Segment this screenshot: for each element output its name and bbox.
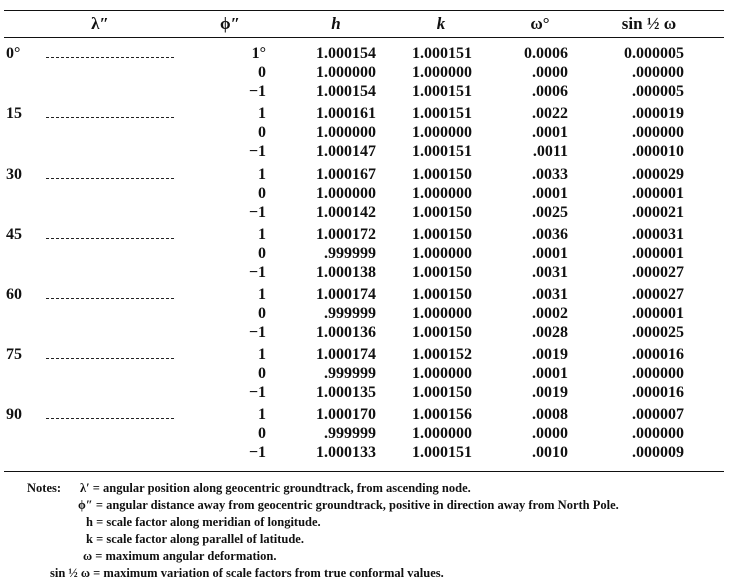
lambda-value: 75 [6, 346, 22, 363]
table-row [0, 166, 729, 185]
omega-cell: .0010 [532, 444, 568, 461]
omega-cell: .0001 [532, 365, 568, 382]
table-row [0, 204, 729, 223]
top-rule [4, 10, 724, 11]
sin-half-omega-cell: .000009 [632, 444, 684, 461]
row-group [0, 406, 729, 464]
h-cell: 1.000174 [316, 346, 376, 363]
h-cell: 1.000136 [316, 324, 376, 341]
h-cell: 1.000000 [316, 124, 376, 141]
sin-half-omega-cell: .000007 [632, 406, 684, 423]
sin-half-omega-cell: .000000 [632, 64, 684, 81]
header-omega: ω° [530, 14, 550, 33]
k-cell: 1.000151 [412, 45, 472, 62]
table-row [0, 346, 729, 365]
table-row [0, 45, 729, 64]
header-lambda: λ″ [91, 14, 109, 33]
sin-half-omega-cell: .000001 [632, 245, 684, 262]
k-cell: 1.000150 [412, 226, 472, 243]
k-cell: 1.000000 [412, 185, 472, 202]
h-cell: 1.000138 [316, 264, 376, 281]
k-cell: 1.000150 [412, 286, 472, 303]
omega-cell: .0011 [532, 143, 568, 160]
table-row [0, 406, 729, 425]
phi-cell: −1 [248, 444, 266, 461]
k-cell: 1.000150 [412, 204, 472, 221]
omega-cell: .0025 [532, 204, 568, 221]
note-phi: ϕ″ = angular distance away from geocentric groundtrack, positive in direction away from North Pole. [78, 498, 619, 512]
k-cell: 1.000151 [412, 105, 472, 122]
k-cell: 1.000150 [412, 264, 472, 281]
omega-cell: .0002 [532, 305, 568, 322]
h-cell: 1.000000 [316, 64, 376, 81]
table-row [0, 444, 729, 463]
omega-cell: .0019 [532, 346, 568, 363]
omega-cell: .0008 [532, 406, 568, 423]
phi-cell: −1 [248, 324, 266, 341]
phi-cell: −1 [248, 83, 266, 100]
phi-cell: 1 [258, 406, 266, 423]
phi-cell: 0 [258, 245, 266, 262]
sin-half-omega-cell: .000010 [632, 143, 684, 160]
header-k: k [436, 14, 446, 33]
k-cell: 1.000152 [412, 346, 472, 363]
h-cell: .999999 [324, 245, 376, 262]
note-sin-half-omega: sin ½ ω = maximum variation of scale factors from true conformal values. [50, 566, 444, 580]
phi-cell: 0 [258, 365, 266, 382]
sin-half-omega-cell: .000016 [632, 384, 684, 401]
phi-cell: 0 [258, 185, 266, 202]
sin-half-omega-cell: .000005 [632, 83, 684, 100]
sin-half-omega-cell: .000021 [632, 204, 684, 221]
k-cell: 1.000150 [412, 324, 472, 341]
table-row [0, 264, 729, 283]
row-group [0, 286, 729, 344]
h-cell: 1.000161 [316, 105, 376, 122]
phi-cell: 0 [258, 305, 266, 322]
k-cell: 1.000000 [412, 64, 472, 81]
lambda-value: 0° [6, 45, 21, 62]
h-cell: .999999 [324, 305, 376, 322]
bottom-rule [4, 471, 724, 472]
note-h: h = scale factor along meridian of longitude. [86, 515, 321, 529]
row-group [0, 105, 729, 163]
omega-cell: .0001 [532, 245, 568, 262]
h-cell: 1.000167 [316, 166, 376, 183]
h-cell: 1.000000 [316, 185, 376, 202]
k-cell: 1.000151 [412, 444, 472, 461]
phi-cell: −1 [248, 204, 266, 221]
k-cell: 1.000000 [412, 124, 472, 141]
phi-cell: 0 [258, 425, 266, 442]
omega-cell: .0000 [532, 425, 568, 442]
omega-cell: .0001 [532, 185, 568, 202]
h-cell: 1.000174 [316, 286, 376, 303]
lambda-value: 30 [6, 166, 22, 183]
k-cell: 1.000000 [412, 245, 472, 262]
phi-cell: −1 [248, 264, 266, 281]
omega-cell: .0036 [532, 226, 568, 243]
lambda-value: 60 [6, 286, 22, 303]
row-group [0, 226, 729, 284]
table-row [0, 143, 729, 162]
sin-half-omega-cell: .000000 [632, 365, 684, 382]
sin-half-omega-cell: .000019 [632, 105, 684, 122]
h-cell: 1.000172 [316, 226, 376, 243]
omega-cell: .0006 [532, 83, 568, 100]
sin-half-omega-cell: .000027 [632, 286, 684, 303]
h-cell: .999999 [324, 425, 376, 442]
note-k: k = scale factor along parallel of latitude. [86, 532, 304, 546]
table-row [0, 83, 729, 102]
table-row [0, 185, 729, 204]
note-lambda: λ′ = angular position along geocentric groundtrack, from ascending node. [80, 481, 471, 495]
sin-half-omega-cell: .000027 [632, 264, 684, 281]
table-row [0, 245, 729, 264]
table-row [0, 226, 729, 245]
k-cell: 1.000156 [412, 406, 472, 423]
lambda-value: 15 [6, 105, 22, 122]
k-cell: 1.000000 [412, 365, 472, 382]
omega-cell: .0000 [532, 64, 568, 81]
table-row [0, 425, 729, 444]
k-cell: 1.000150 [412, 384, 472, 401]
sin-half-omega-cell: .000025 [632, 324, 684, 341]
sin-half-omega-cell: .000016 [632, 346, 684, 363]
phi-cell: 0 [258, 124, 266, 141]
header-rule [4, 37, 724, 38]
sin-half-omega-cell: .000001 [632, 305, 684, 322]
omega-cell: .0031 [532, 286, 568, 303]
sin-half-omega-cell: .000000 [632, 425, 684, 442]
phi-cell: 1 [258, 346, 266, 363]
k-cell: 1.000151 [412, 83, 472, 100]
omega-cell: .0019 [532, 384, 568, 401]
h-cell: 1.000133 [316, 444, 376, 461]
phi-cell: 1° [251, 45, 266, 62]
phi-cell: 1 [258, 105, 266, 122]
header-phi: ϕ″ [220, 14, 240, 33]
omega-cell: 0.0006 [524, 45, 568, 62]
h-cell: 1.000135 [316, 384, 376, 401]
omega-cell: .0033 [532, 166, 568, 183]
lambda-value: 45 [6, 226, 22, 243]
h-cell: .999999 [324, 365, 376, 382]
phi-cell: 0 [258, 64, 266, 81]
table-row [0, 64, 729, 83]
omega-cell: .0001 [532, 124, 568, 141]
header-h: h [331, 14, 341, 33]
k-cell: 1.000000 [412, 425, 472, 442]
h-cell: 1.000142 [316, 204, 376, 221]
sin-half-omega-cell: .000001 [632, 185, 684, 202]
note-omega: ω = maximum angular deformation. [83, 549, 277, 563]
h-cell: 1.000154 [316, 45, 376, 62]
table-row [0, 105, 729, 124]
table-row [0, 286, 729, 305]
table-row [0, 124, 729, 143]
phi-cell: −1 [248, 384, 266, 401]
phi-cell: −1 [248, 143, 266, 160]
sin-half-omega-cell: 0.000005 [624, 45, 684, 62]
row-group [0, 166, 729, 224]
table-row [0, 305, 729, 324]
notes-prefix: Notes: [27, 481, 62, 495]
table-row [0, 365, 729, 384]
header-sin-half-omega: sin ½ ω [621, 14, 677, 33]
h-cell: 1.000170 [316, 406, 376, 423]
header-row [0, 14, 729, 36]
k-cell: 1.000151 [412, 143, 472, 160]
lambda-value: 90 [6, 406, 22, 423]
omega-cell: .0022 [532, 105, 568, 122]
phi-cell: 1 [258, 286, 266, 303]
table-row [0, 324, 729, 343]
h-cell: 1.000154 [316, 83, 376, 100]
omega-cell: .0031 [532, 264, 568, 281]
row-group [0, 45, 729, 103]
sin-half-omega-cell: .000000 [632, 124, 684, 141]
k-cell: 1.000150 [412, 166, 472, 183]
phi-cell: 1 [258, 166, 266, 183]
omega-cell: .0028 [532, 324, 568, 341]
k-cell: 1.000000 [412, 305, 472, 322]
sin-half-omega-cell: .000031 [632, 226, 684, 243]
sin-half-omega-cell: .000029 [632, 166, 684, 183]
h-cell: 1.000147 [316, 143, 376, 160]
table-row [0, 384, 729, 403]
phi-cell: 1 [258, 226, 266, 243]
row-group [0, 346, 729, 404]
